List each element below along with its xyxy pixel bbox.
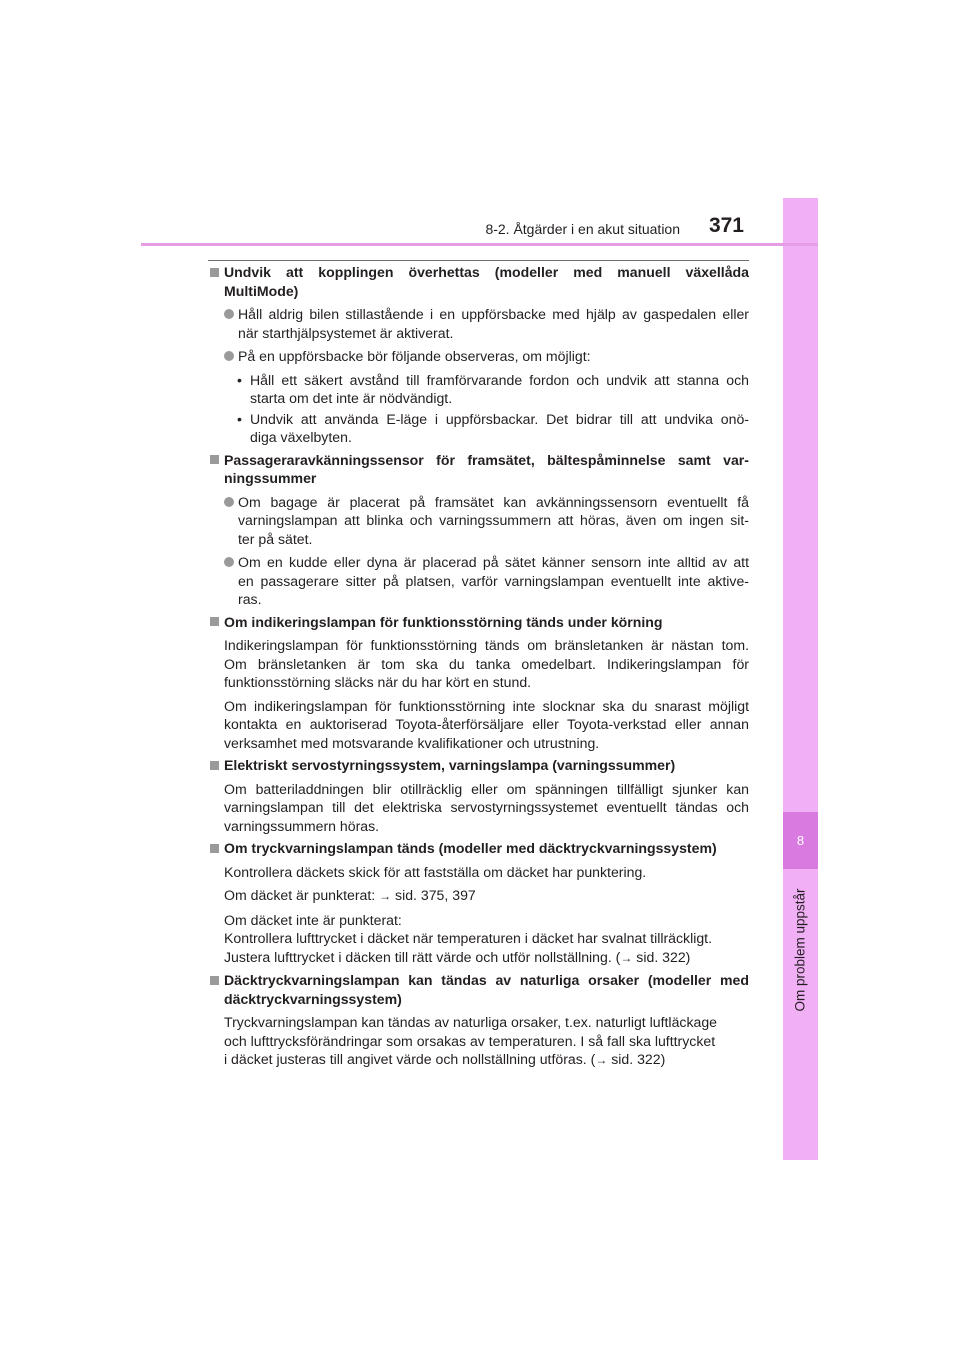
arrow-right-icon: →	[620, 950, 633, 965]
square-bullet-icon	[210, 455, 219, 464]
circle-bullet-icon	[224, 497, 234, 507]
square-bullet-icon	[210, 976, 219, 985]
text-line: verksamhet med motsvarande kvalifikationer och utrustning.	[224, 734, 600, 751]
ref-prefix: i däcket justeras till angivet värde och nollställning utföras. (	[224, 1051, 596, 1067]
text-line	[224, 948, 749, 968]
paragraph	[210, 780, 749, 836]
list-item	[210, 493, 749, 549]
text-line: Kontrollera däckets skick för att fastställa om däcket har punktering.	[224, 863, 647, 880]
chapter-number: 8	[796, 833, 805, 848]
circle-bullet-icon	[224, 351, 234, 361]
text-line: varningslampan att blinka och varningssummern att höras, även om ingen sit-	[238, 512, 749, 528]
text-line: ras.	[238, 591, 262, 607]
text-line: funktionsstörning släcks när du har kört en stund.	[224, 674, 532, 690]
ref-prefix: Justera lufttrycket i däcken till rätt värde och utför nollställning. (	[224, 948, 621, 965]
heading-passenger-sensor	[210, 451, 749, 488]
chapter-title: Om problem uppstår	[792, 888, 808, 1012]
square-bullet-icon	[210, 844, 219, 853]
text-line: varningssummern höras.	[224, 817, 380, 834]
text-line: varningslampan till det elektriska servostyrningssystemet eventuellt tändas och	[224, 799, 749, 815]
paragraph	[210, 697, 749, 753]
list-item	[210, 347, 749, 366]
text-line: Håll ett säkert avstånd till framförvarande fordon och undvik att stanna och	[250, 371, 749, 388]
text-line	[224, 1050, 749, 1070]
heading-line: Däcktryckvarningslampan kan tändas av naturliga orsaker (modeller med	[224, 972, 749, 988]
heading-line: Elektriskt servostyrningssystem, varningslampa (varningssummer)	[224, 757, 676, 773]
page-reference: sid. 322)	[636, 948, 691, 965]
square-bullet-icon	[210, 761, 219, 770]
ref-prefix: Om däcket är punkterat:	[224, 887, 376, 903]
text-line	[224, 886, 749, 906]
circle-bullet-icon	[224, 309, 234, 319]
text-line: Kontrollera lufttrycket i däcket när temperaturen i däcket har svalnat tillräckligt.	[224, 930, 713, 946]
heading-line: Undvik att kopplingen överhettas (modeller med manuell växellåda	[224, 264, 749, 280]
paragraph	[210, 886, 749, 906]
paragraph	[210, 636, 749, 692]
content-rule	[208, 260, 749, 261]
text-line: Om bränsletanken är tom ska du tanka omedelbart. Indikeringslampan för	[224, 655, 749, 672]
square-bullet-icon	[210, 617, 219, 626]
sub-list-item	[210, 371, 749, 408]
arrow-right-icon: →	[595, 1053, 608, 1067]
heading-tire-pressure-warning	[210, 839, 749, 858]
dot-marker-icon: •	[237, 410, 242, 427]
heading-line: Om indikeringslampan för funktionsstörning tänds under körning	[224, 613, 663, 630]
text-line: Om batteriladdningen blir otillräcklig eller om spänningen tillfälligt sjunker kan	[224, 780, 749, 797]
heading-line: MultiMode)	[224, 282, 299, 299]
text-line: en passagerare sitter på platsen, varför varningslampan eventuellt inte aktive-	[238, 572, 749, 589]
text-line: Om en kudde eller dyna är placerad på sätet känner sensorn inte alltid av att	[238, 554, 749, 570]
heading-line: däcktryckvarningssystem)	[224, 990, 402, 1007]
text-line: Tryckvarningslampan kan tändas av naturliga orsaker, t.ex. naturligt luftläckage	[224, 1014, 718, 1030]
text-line: Indikeringslampan för funktionsstörning tänds om bränsletanken är nästan tom.	[224, 637, 749, 653]
text-line: Undvik att använda E-läge i uppförsbackar. Det bidrar till att undvika onö-	[250, 410, 749, 427]
section-title: 8-2. Åtgärder i en akut situation	[485, 221, 680, 237]
chapter-number-box	[783, 812, 818, 869]
text-line: På en uppförsbacke bör följande observeras, om möjligt:	[238, 348, 591, 364]
arrow-right-icon: →	[379, 889, 392, 903]
header-rule	[141, 243, 818, 246]
page-number: 371	[708, 214, 744, 237]
square-bullet-icon	[210, 268, 219, 277]
dot-marker-icon: •	[237, 371, 242, 388]
paragraph	[210, 1013, 749, 1070]
text-line: Håll aldrig bilen stillastående i en uppförsbacke med hjälp av gaspedalen eller	[238, 306, 749, 322]
paragraph	[210, 911, 749, 968]
text-line: Om indikeringslampan för funktionsstörning inte slocknar ska du snarast möjligt	[224, 697, 749, 714]
heading-natural-causes	[210, 971, 749, 1008]
text-line: när starthjälpsystemet är aktiverat.	[238, 324, 454, 341]
heading-line: Om tryckvarningslampan tänds (modeller med däcktryckvarningssystem)	[224, 840, 717, 856]
text-line: och lufttrycksförändringar som orsakas av temperaturen. I så fall ska lufttrycket	[224, 1032, 716, 1049]
sub-list-item	[210, 410, 749, 447]
heading-clutch-overheat	[210, 263, 749, 300]
text-line: Om däcket inte är punkterat:	[224, 911, 402, 928]
page-content	[210, 263, 749, 1070]
list-item	[210, 305, 749, 342]
circle-bullet-icon	[224, 557, 234, 567]
heading-malfunction-lamp	[210, 613, 749, 632]
page-reference: sid. 375, 397	[395, 887, 476, 903]
page-reference: sid. 322)	[611, 1051, 666, 1067]
heading-line: Passageraravkänningssensor för framsätet, bältespåminnelse samt var-	[224, 451, 749, 468]
text-line: diga växelbyten.	[250, 429, 352, 445]
text-line: ter på sätet.	[238, 530, 313, 547]
heading-line: ningssummer	[224, 470, 317, 486]
side-tab	[783, 198, 818, 1160]
paragraph	[210, 863, 749, 882]
list-item	[210, 553, 749, 609]
text-line: Om bagage är placerat på framsätet kan avkänningssensorn eventuellt få	[238, 493, 749, 510]
text-line: starta om det inte är nödvändigt.	[250, 390, 453, 406]
text-line: kontakta en auktoriserad Toyota-återförsäljare eller Toyota-verkstad eller annan	[224, 716, 749, 732]
heading-power-steering	[210, 756, 749, 775]
